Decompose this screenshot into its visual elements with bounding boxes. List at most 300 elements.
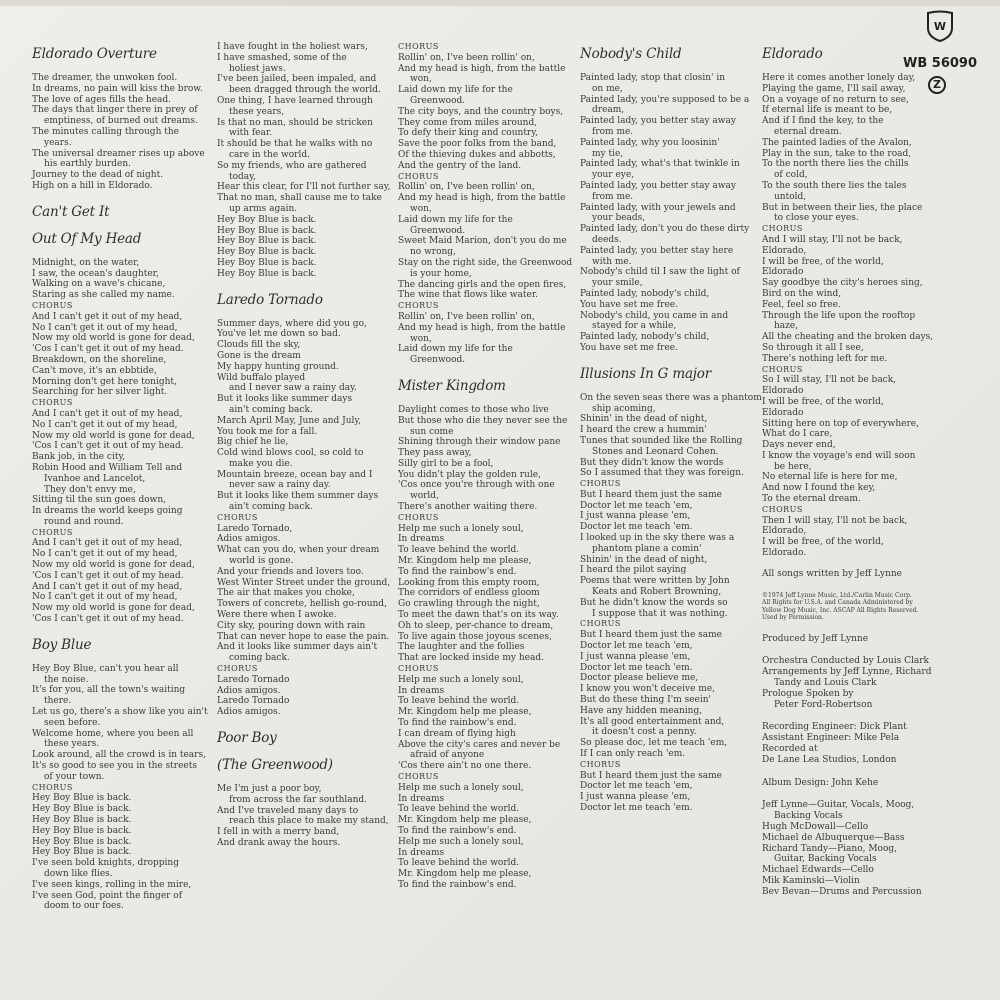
- lyric-line: Mr. Kingdom help me please,: [398, 869, 532, 880]
- lyric-line: Mr. Kingdom help me please,: [398, 556, 532, 567]
- lyric-line: It's so good to see you in the streets: [32, 761, 197, 772]
- lyric-line: Through the life upon the rooftop: [762, 310, 916, 321]
- lyric-line: Feel, feel so free.: [762, 299, 841, 310]
- song-block: [32, 202, 212, 625]
- lyric-line: Looking from this empty room,: [398, 577, 540, 588]
- credit-line: Mik Kaminski—Violin: [762, 876, 860, 886]
- lyric-line: The dancing girls and the open fires,: [398, 279, 567, 290]
- lyric-line: holiest jaws.: [229, 63, 286, 74]
- lyric-line: There's nothing left for me.: [762, 353, 888, 364]
- lyric-line: haze,: [774, 321, 799, 332]
- credit-line: Hugh McDowall—Cello: [762, 822, 869, 833]
- lyric-line: Go crawling through the night,: [398, 599, 540, 610]
- lyric-line: Stones and Leonard Cohen.: [592, 446, 719, 457]
- lyric-line: Adios amigos.: [217, 685, 281, 696]
- lyric-line: Painted lady, you're supposed to be a: [580, 94, 750, 105]
- lyric-line: I've seen kings, rolling in the mire,: [32, 879, 192, 890]
- lyric-line: To find the rainbow's end.: [398, 566, 517, 577]
- lyric-line: Laid down my life for the: [398, 344, 513, 355]
- credit-line: Prologue Spoken by: [762, 688, 854, 699]
- lyric-line: In dreams: [398, 685, 445, 696]
- lyric-line: is your home,: [410, 268, 472, 279]
- lyric-line: The city boys, and the country boys,: [398, 106, 564, 117]
- lyric-line: And my head is high, from the battle: [398, 322, 566, 333]
- lyric-line: Stay on the right side, the Greenwood: [398, 257, 573, 268]
- lyric-line: But I heard them just the same: [580, 489, 722, 500]
- lyric-line: To the south there lies the tales: [762, 180, 907, 191]
- chorus-label: CHORUS: [398, 171, 439, 181]
- credit-line: Backing Vocals: [774, 811, 843, 822]
- lyric-line: Painted lady, you better stay away: [580, 116, 736, 127]
- lyric-line: Doctor let me teach 'em,: [580, 781, 693, 792]
- lyric-line: ain't coming back.: [229, 502, 313, 513]
- lyric-line: And I can't get it out of my head,: [32, 581, 183, 592]
- lyric-line: I can dream of flying high: [398, 728, 516, 739]
- credit-line: Richard Tandy—Piano, Moog,: [762, 843, 898, 854]
- lyric-line: And my head is high, from the battle: [398, 193, 566, 204]
- lyric-line: I suppose that it was nothing.: [592, 608, 728, 619]
- chorus-label: CHORUS: [762, 504, 803, 514]
- album-credits: [762, 569, 962, 898]
- lyric-line: Greenwood.: [410, 95, 466, 106]
- lyric-line: Oh to sleep, per-chance to dream,: [398, 620, 554, 631]
- lyric-line: I've been jailed, been impaled, and: [217, 74, 377, 85]
- lyric-line: years.: [44, 137, 72, 148]
- lyric-line: High on a hill in Eldorado.: [32, 180, 153, 191]
- lyric-line: And I can't get it out of my head,: [32, 311, 183, 322]
- lyric-line: Summer days, where did you go,: [217, 318, 367, 329]
- lyric-line: from across the far southland.: [229, 794, 368, 805]
- lyric-line: But it looks like summer days: [217, 394, 353, 405]
- lyric-line: Cold wind blows cool, so cold to: [217, 448, 364, 459]
- lyric-line: Bird on the wind,: [762, 288, 842, 299]
- lyric-line: emptiness, of burned out dreams.: [44, 116, 198, 127]
- credit-spacer: [762, 622, 962, 634]
- credit-line: Orchestra Conducted by Louis Clark: [762, 656, 930, 667]
- lyric-line: And my head is high, from the battle: [398, 63, 566, 74]
- lyric-line: The laughter and the follies: [398, 642, 525, 653]
- lyric-line: seen before.: [44, 717, 101, 728]
- lyric-line: You have set me free.: [580, 342, 678, 353]
- lyric-line: In dreams the world keeps going: [32, 506, 183, 517]
- lyric-line: If I can only reach 'em.: [580, 749, 686, 760]
- lyric-line: been dragged through the world.: [229, 85, 381, 96]
- lyric-line: Nobody's child til I saw the light of: [580, 267, 740, 278]
- song-block: [580, 364, 760, 814]
- lyric-line: round and round.: [44, 516, 124, 527]
- lyric-line: with me.: [592, 256, 632, 267]
- lyric-line: Clouds fill the sky,: [217, 340, 301, 351]
- lyric-line: Nobody's child, you came in and: [580, 310, 729, 321]
- lyric-line: No I can't get it out of my head,: [32, 419, 178, 430]
- lyrics-column-1: [32, 42, 212, 922]
- lyric-line: But I heard them just the same: [580, 770, 722, 781]
- lyric-line: Painted lady, with your jewels and: [580, 202, 736, 213]
- credit-spacer: [762, 766, 962, 778]
- lyric-line: 'Cos I can't get it out of my head.: [32, 614, 184, 625]
- lyric-line: But it looks like them summer days: [217, 491, 379, 502]
- song-block: [32, 635, 212, 912]
- lyric-line: I will be free, of the world,: [762, 537, 884, 548]
- lyric-line: Breakdown, on the shoreline,: [32, 354, 167, 365]
- credit-spacer: [762, 710, 962, 722]
- song-title: Eldorado: [762, 46, 823, 62]
- lyric-line: I have fought in the holiest wars,: [217, 42, 368, 52]
- chorus-label: CHORUS: [217, 512, 258, 522]
- lyric-line: And it looks like summer days ain't: [217, 642, 378, 653]
- lyric-line: 'Cos I can't get it out of my head.: [32, 344, 184, 355]
- lyric-line: your eye,: [592, 170, 635, 181]
- lyric-line: Hey Boy Blue is back.: [217, 257, 317, 268]
- lyric-line: it doesn't cost a penny.: [592, 727, 697, 738]
- lyric-line: No I can't get it out of my head,: [32, 549, 178, 560]
- lyric-line: the noise.: [44, 674, 89, 685]
- lyric-line: In dreams: [398, 793, 445, 804]
- chorus-label: CHORUS: [398, 664, 439, 674]
- lyric-line: his earthly burden.: [44, 159, 131, 170]
- song-block: [217, 42, 397, 280]
- lyric-line: On a voyage of no return to see,: [762, 94, 909, 105]
- lyric-line: Poems that were written by John: [580, 576, 730, 587]
- lyric-line: But he didn't know the words so: [580, 597, 728, 608]
- lyric-line: Adios amigos.: [217, 707, 281, 718]
- credit-line: Arrangements by Jeff Lynne, Richard: [762, 667, 932, 678]
- lyric-line: Adios amigos.: [217, 534, 281, 545]
- lyric-line: 'Cos once you're through with one: [398, 480, 555, 491]
- lyric-line: Greenwood.: [410, 355, 466, 366]
- credit-line: De Lane Lea Studios, London: [762, 754, 897, 765]
- lyric-line: Keats and Robert Browning,: [592, 587, 722, 598]
- lyric-line: West Winter Street under the ground,: [217, 577, 391, 588]
- lyric-line: my tie,: [592, 148, 624, 159]
- lyric-line: And I can't get it out of my head,: [32, 538, 183, 549]
- chorus-label: CHORUS: [398, 301, 439, 311]
- lyric-line: To the eternal dream.: [762, 494, 861, 505]
- lyric-line: Painted lady, why you loosinin': [580, 137, 720, 148]
- lyric-line: Hey Boy Blue is back.: [217, 225, 317, 236]
- lyric-line: Morning don't get here tonight,: [32, 376, 177, 387]
- lyric-line: Sitting here on top of everywhere,: [762, 418, 919, 429]
- lyric-line: eternal dream.: [774, 126, 842, 137]
- lyric-line: Bank job, in the city,: [32, 452, 126, 463]
- lyric-line: Searching for her silver light.: [32, 387, 168, 398]
- lyric-line: No I can't get it out of my head,: [32, 592, 178, 603]
- lyric-line: And if I find the key, to the: [762, 116, 884, 127]
- lyric-line: But they didn't know the words: [580, 457, 724, 468]
- credit-line: Peter Ford-Robertson: [774, 699, 873, 710]
- lyric-line: dream,: [592, 105, 625, 116]
- lyric-line: To live again those joyous scenes,: [398, 631, 552, 642]
- lyric-line: You didn't play the golden rule,: [398, 469, 541, 480]
- lyric-line: with fear.: [229, 128, 273, 139]
- lyric-line: Midnight, on the water,: [32, 257, 140, 268]
- lyric-line: That can never hope to ease the pain.: [217, 631, 390, 642]
- lyric-line: To leave behind the world.: [398, 804, 520, 815]
- credit-line: All Rights for U.S.A. and Canada Administered by: [762, 599, 913, 607]
- lyric-line: Is that no man, should be stricken: [217, 117, 373, 128]
- song-title-continued: (The Greenwood): [217, 757, 333, 774]
- lyric-line: And I can't get it out of my head,: [32, 408, 183, 419]
- lyric-line: They pass away,: [398, 448, 472, 459]
- lyric-line: stayed for a while,: [592, 321, 677, 332]
- lyric-line: I've seen bold knights, dropping: [32, 858, 179, 869]
- lyric-line: up arms again.: [229, 203, 298, 214]
- lyric-line: Have any hidden meaning,: [580, 705, 703, 716]
- lyric-line: ship acoming,: [592, 403, 656, 414]
- lyric-line: these years.: [44, 739, 100, 750]
- lyric-line: these years,: [229, 106, 285, 117]
- lyric-line: Help me such a lonely soul,: [398, 523, 524, 534]
- chorus-label: CHORUS: [32, 527, 73, 537]
- lyric-line: 'Cos I can't get it out of my head.: [32, 570, 184, 581]
- lyric-line: your smile,: [592, 278, 643, 289]
- lyric-line: Laredo Tornado: [217, 674, 290, 685]
- lyric-line: Now my old world is gone for dead,: [32, 603, 195, 614]
- chorus-label: CHORUS: [398, 512, 439, 522]
- lyric-line: I heard the pilot saying: [580, 565, 687, 576]
- lyric-line: Doctor let me teach 'em.: [580, 522, 693, 533]
- lyric-line: down like flies.: [44, 869, 113, 879]
- chorus-label: CHORUS: [32, 398, 73, 408]
- svg-text:W: W: [933, 20, 947, 33]
- lyric-line: I saw, the ocean's daughter,: [32, 268, 159, 279]
- lyric-line: The air that makes you choke,: [217, 588, 355, 599]
- lyric-line: Look around, all the crowd is in tears,: [32, 750, 206, 761]
- lyric-line: The painted ladies of the Avalon,: [762, 137, 912, 148]
- chorus-label: CHORUS: [217, 664, 258, 674]
- lyric-line: So I assumed that they was foreign.: [580, 468, 744, 479]
- lyric-line: Painted lady, don't you do these dirty: [580, 224, 750, 235]
- lyric-line: of your town.: [44, 771, 105, 782]
- lyric-line: The love of ages fills the head.: [32, 94, 172, 105]
- lyric-line: City sky, pouring down with rain: [217, 620, 366, 631]
- credit-line: ©1974 Jeff Lynne Music, Ltd./Carlin Music Corp.: [762, 591, 912, 599]
- lyric-line: You took me for a fall.: [217, 426, 318, 437]
- lyric-line: Laredo Tornado,: [217, 523, 293, 534]
- lyric-line: Painted lady, what's that twinkle in: [580, 159, 740, 170]
- lyric-line: phantom plane a comin': [592, 543, 702, 554]
- song-block: [580, 44, 760, 354]
- song-block: [32, 44, 212, 192]
- lyric-line: Painted lady, stop that closin' in: [580, 73, 726, 83]
- chorus-label: CHORUS: [580, 479, 621, 489]
- song-title-continued: Out Of My Head: [32, 230, 142, 247]
- credit-spacer: [762, 788, 962, 800]
- lyric-line: Hey Boy Blue is back.: [32, 804, 132, 815]
- lyric-line: doom to our foes.: [44, 901, 124, 912]
- lyric-line: Painted lady, nobody's child,: [580, 332, 710, 343]
- lyric-line: coming back.: [229, 653, 290, 664]
- lyric-line: Mountain breeze, ocean bay and I: [217, 469, 373, 480]
- lyric-line: 'Cos I can't get it out of my head.: [32, 441, 184, 452]
- credit-line: Used by Permission.: [762, 614, 824, 622]
- lyric-line: Journey to the dead of night.: [32, 170, 164, 181]
- lyric-line: To leave behind the world.: [398, 696, 520, 707]
- song-title: Eldorado Overture: [32, 46, 157, 62]
- lyric-line: I just wanna please 'em,: [580, 651, 691, 662]
- lyric-line: That are locked inside my head.: [398, 653, 544, 664]
- lyric-line: That no man, shall cause me to take: [217, 193, 382, 204]
- lyric-line: In dreams: [398, 847, 445, 858]
- lyric-line: Playing the game, I'll sail away,: [762, 83, 906, 94]
- lyric-line: The wine that flows like water.: [398, 290, 538, 301]
- lyric-line: Hey Boy Blue is back.: [32, 847, 132, 858]
- lyric-line: To meet the dawn that's on its way.: [398, 610, 559, 621]
- lyric-line: Hey Boy Blue is back.: [217, 247, 317, 258]
- lyric-line: I know you won't deceive me,: [580, 684, 716, 695]
- lyric-line: Painted lady, you better stay away: [580, 180, 736, 191]
- lyric-line: Big chief he lie,: [217, 437, 289, 448]
- lyric-line: What do I care,: [762, 429, 833, 440]
- song-block: [762, 44, 962, 559]
- lyric-line: Walking on a wave's chicane,: [32, 279, 166, 290]
- lyric-line: Hey Boy Blue is back.: [217, 268, 317, 279]
- lyric-line: I will be free, of the world,: [762, 256, 884, 267]
- lyric-line: no wrong,: [410, 247, 456, 258]
- song-title: Mister Kingdom: [398, 377, 506, 394]
- lyric-line: Doctor let me teach 'em.: [580, 803, 693, 813]
- lyric-line: Now my old world is gone for dead,: [32, 333, 195, 344]
- lyric-line: To the north there lies the chills: [762, 159, 909, 170]
- lyric-line: Gone is the dream: [217, 350, 301, 361]
- lyric-line: And the gentry of the land.: [398, 160, 522, 171]
- lyric-line: Of the thieving dukes and abbotts,: [398, 149, 556, 160]
- lyric-line: Hey Boy Blue is back.: [32, 815, 132, 826]
- song-title: Can't Get It: [32, 203, 110, 220]
- lyric-line: No I can't get it out of my head,: [32, 322, 178, 333]
- lyric-line: deeds.: [592, 234, 622, 245]
- lyric-line: Hey Boy Blue is back.: [217, 214, 317, 225]
- credit-line: Michael de Albuquerque—Bass: [762, 832, 905, 843]
- credit-line: All songs written by Jeff Lynne: [762, 568, 903, 579]
- lyric-line: In dreams: [398, 534, 445, 545]
- lyric-line: and I never saw a rainy day.: [229, 383, 357, 394]
- credit-line: Recording Engineer: Dick Plant: [762, 722, 907, 733]
- lyric-line: The corridors of endless gloom: [398, 588, 540, 599]
- lyric-line: To defy their king and country,: [398, 128, 538, 139]
- lyric-line: There's another waiting there.: [398, 502, 538, 513]
- chorus-label: CHORUS: [580, 619, 621, 629]
- lyric-line: Rollin' on, I've been rollin' on,: [398, 52, 535, 63]
- lyric-line: The universal dreamer rises up above: [32, 148, 205, 159]
- lyric-line: To find the rainbow's end.: [398, 879, 517, 890]
- lyric-line: What can you do, when your dream: [217, 545, 380, 556]
- lyric-line: So my friends, who are gathered: [217, 160, 367, 171]
- lyric-line: March April May, June and July,: [217, 415, 362, 426]
- lyric-line: Eldorado,: [762, 245, 807, 256]
- lyric-line: there.: [44, 696, 72, 707]
- lyric-line: your beads,: [592, 213, 646, 224]
- credit-line: Tandy and Louis Clark: [774, 678, 877, 689]
- lyric-line: So I will stay, I'll not be back,: [762, 375, 897, 386]
- lyrics-column-3: [398, 42, 578, 901]
- lyric-line: And I will stay, I'll not be back,: [762, 234, 903, 245]
- chorus-label: CHORUS: [398, 772, 439, 781]
- lyric-line: make you die.: [229, 458, 293, 469]
- lyric-line: And now I found the key,: [762, 483, 876, 494]
- lyric-line: Doctor let me teach 'em,: [580, 500, 693, 511]
- lyric-line: never saw a rainy day.: [229, 480, 331, 491]
- chorus-label: CHORUS: [32, 782, 73, 792]
- song-block: [217, 728, 397, 849]
- lyric-line: One thing, I have learned through: [217, 95, 373, 106]
- song-title: Nobody's Child: [580, 46, 682, 62]
- lyric-line: Save the poor folks from the band,: [398, 139, 557, 150]
- lyric-line: Let us go, there's a show like you ain't: [32, 707, 208, 718]
- lyric-line: ain't coming back.: [229, 404, 313, 415]
- lyric-line: But in between their lies, the place: [762, 202, 923, 213]
- lyric-line: Welcome home, where you been all: [32, 728, 194, 739]
- credit-line: Yellow Dog Music, Inc. ASCAP All Rights Reserved.: [762, 606, 919, 614]
- lyric-line: And drank away the hours.: [217, 838, 341, 848]
- lyric-line: Hey Boy Blue, can't you hear all: [32, 663, 179, 674]
- song-title: Poor Boy: [217, 730, 277, 747]
- lyric-line: from me.: [592, 126, 634, 137]
- lyric-line: And your friends and lovers too.: [217, 566, 364, 577]
- lyric-line: Shinin' in the dead of night,: [580, 554, 708, 565]
- lyric-line: Silly girl to be a fool,: [398, 458, 494, 469]
- lyric-line: Laid down my life for the: [398, 214, 513, 225]
- chorus-label: CHORUS: [32, 300, 73, 310]
- lyric-line: All the cheating and the broken days,: [762, 332, 934, 343]
- lyric-line: Robin Hood and William Tell and: [32, 462, 183, 473]
- lyrics-column-2: [217, 42, 397, 859]
- lyric-line: Mr. Kingdom help me please,: [398, 707, 532, 718]
- lyric-line: sun come: [410, 426, 454, 437]
- lyric-line: Now my old world is gone for dead,: [32, 430, 195, 441]
- lyric-line: won,: [410, 203, 432, 214]
- lyric-line: Staring as she called my name.: [32, 290, 175, 301]
- song-title: Laredo Tornado: [217, 291, 323, 308]
- lyric-line: To find the rainbow's end.: [398, 718, 517, 729]
- lyric-line: Help me such a lonely soul,: [398, 674, 524, 685]
- lyric-line: They come from miles around,: [398, 117, 538, 128]
- lyric-line: world,: [410, 491, 439, 502]
- lyrics-column-5: [762, 42, 962, 898]
- lyric-line: Rollin' on, I've been rollin' on,: [398, 311, 535, 322]
- lyric-line: Hey Boy Blue is back.: [32, 825, 132, 836]
- lyric-line: Ivanhoe and Lancelot,: [44, 473, 146, 484]
- lyric-line: The minutes calling through the: [32, 126, 179, 137]
- lyric-line: Eldorado: [762, 386, 804, 397]
- lyric-line: afraid of anyone: [410, 750, 485, 761]
- lyric-line: Doctor please believe me,: [580, 673, 699, 684]
- wb-shield-logo: [926, 10, 954, 42]
- lyric-line: Help me such a lonely soul,: [398, 836, 524, 847]
- lyric-line: Daylight comes to those who live: [398, 404, 549, 415]
- lyric-line: Shining through their window pane: [398, 437, 561, 448]
- lyric-line: Laredo Tornado: [217, 696, 290, 707]
- lyric-line: Painted lady, you better stay here: [580, 245, 734, 256]
- lyric-line: To leave behind the world.: [398, 858, 520, 869]
- lyric-line: today,: [229, 171, 256, 182]
- lyric-line: I know the voyage's end will soon: [762, 450, 916, 461]
- lyric-line: Mr. Kingdom help me please,: [398, 815, 532, 826]
- lyric-line: My happy hunting ground.: [217, 361, 339, 372]
- lyric-line: Days never end,: [762, 440, 836, 451]
- credit-line: Michael Edwards—Cello: [762, 865, 874, 876]
- lyric-line: Sitting til the sun goes down,: [32, 495, 167, 506]
- lyric-line: untold,: [774, 191, 807, 202]
- credit-spacer: [762, 580, 962, 592]
- lyric-line: Now my old world is gone for dead,: [32, 560, 195, 571]
- lyric-line: In dreams, no pain will kiss the brow.: [32, 83, 203, 94]
- chorus-label: CHORUS: [580, 759, 621, 769]
- lyric-line: On the seven seas there was a phantom: [580, 392, 762, 403]
- lyrics-column-4: [580, 42, 760, 824]
- lyric-line: I will be free, of the world,: [762, 396, 884, 407]
- lyric-line: I heard the crew a hummin': [580, 425, 707, 436]
